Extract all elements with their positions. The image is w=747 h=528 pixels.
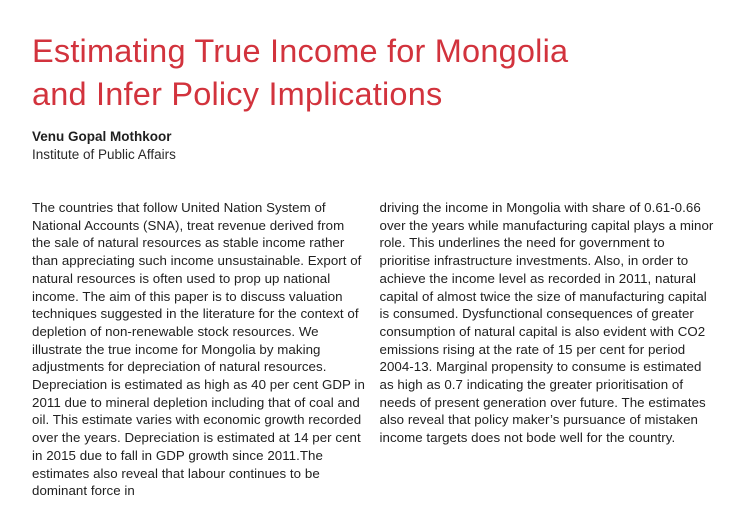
author-affiliation: Institute of Public Affairs: [32, 147, 176, 162]
abstract-column-left: The countries that follow United Nation System of National Accounts (SNA), treat revenue derived from the sale of natural resources as stable income rather than appreciating such income unsustainable. Export of natural resources is often used to prop up national income. The aim of this paper is to discuss valuation techniques suggested in the literature for the context of depletion of non-renewable stock resources. We illustrate the true income for Mongolia by making adjustments for depreciation of natural resources. Depreciation is estimated as high as 40 per cent GDP in 2011 due to mineral depletion including that of coal and oil. This estimate varies with economic growth recorded over the years. Depreciation is estimated at 14 per cent in 2015 due to fall in GDP growth since 2011.The estimates also reveal that labour continues to be dominant force in: [32, 200, 365, 499]
author-name: Venu Gopal Mothkoor: [32, 129, 172, 144]
abstract-body: [32, 199, 715, 500]
abstract-column-right: driving the income in Mongolia with share of 0.61-0.66 over the years while manufacturing capital plays a minor role. This underlines the need for government to prioritise infrastructure investments. Also, in order to achieve the income level as recorded in 2011, natural capital of almost twice the size of manufacturing capital is consumed. Dysfunctional consequences of greater consumption of natural capital is also evident with CO2 emissions rising at the rate of 15 per cent for period 2004-13. Marginal propensity to consume is estimated as high as 0.7 indicating the greater prioritisation of needs of present generation over future. The estimates also reveal that policy maker’s pursuance of mistaken income targets does not bode well for the country.: [379, 200, 714, 446]
author-block: [32, 128, 715, 163]
paper-title: Estimating True Income for Mongolia and Infer Policy Implications: [32, 33, 569, 112]
